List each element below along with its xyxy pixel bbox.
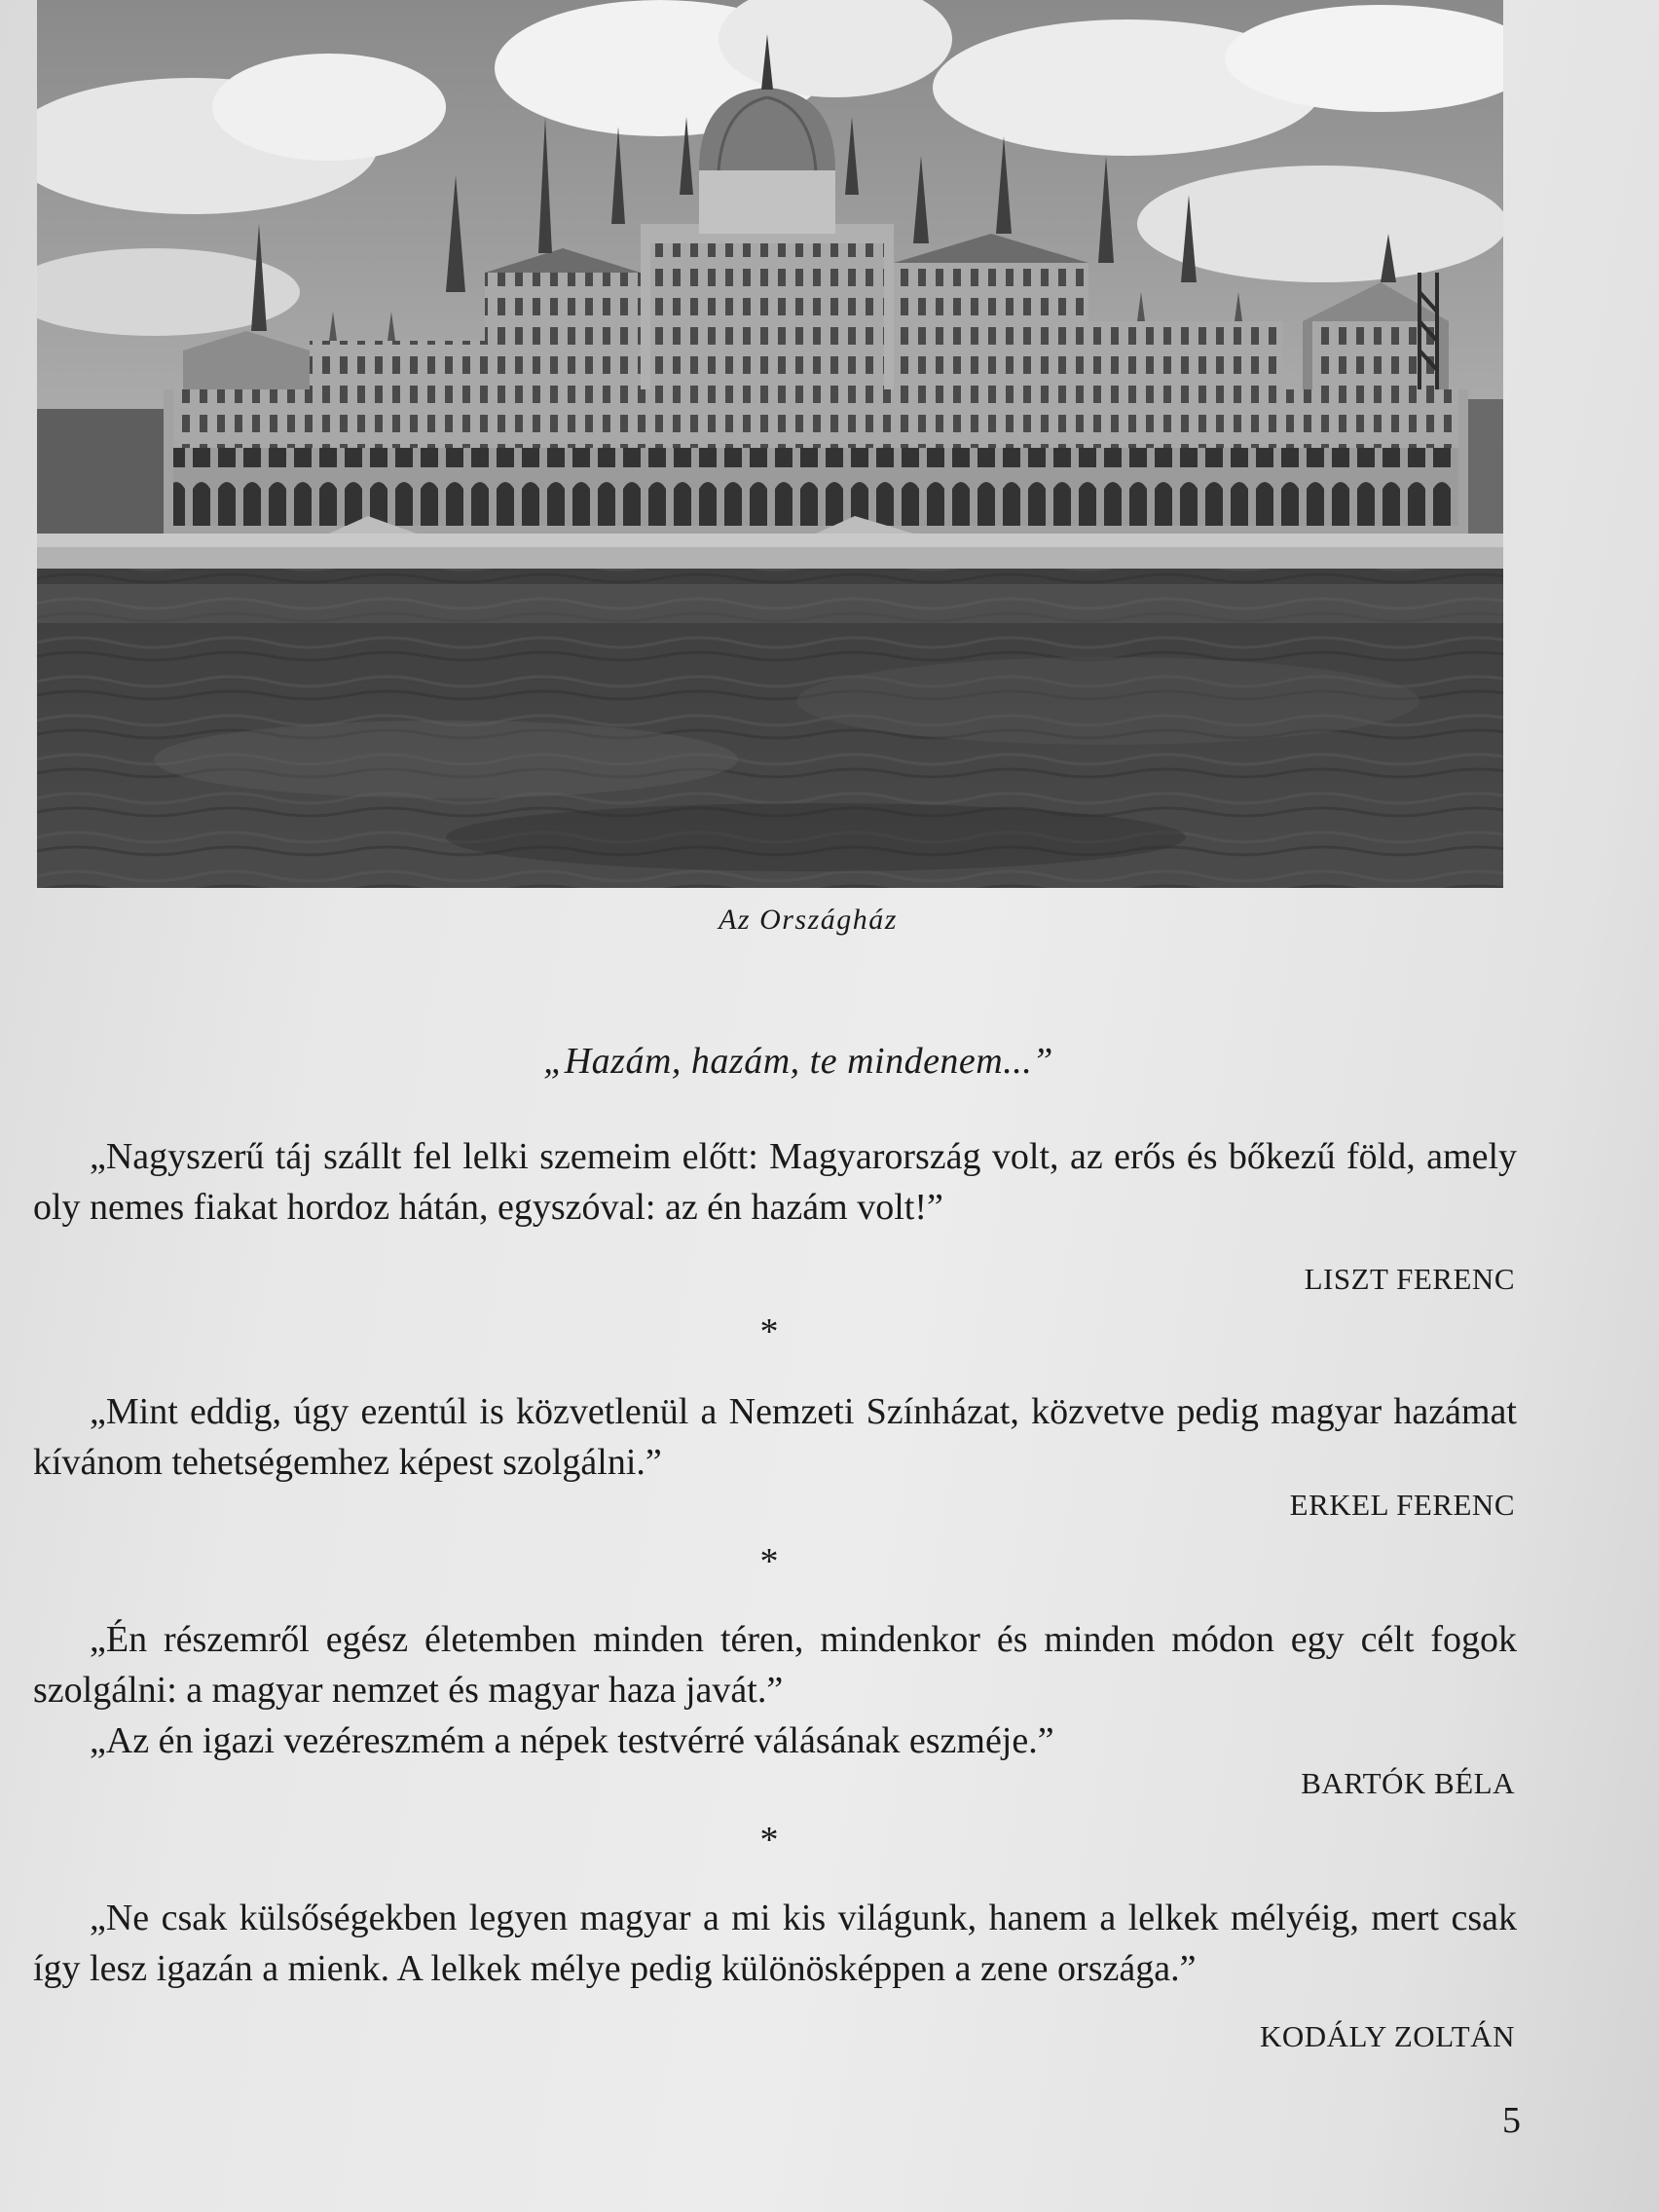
parliament-building-photo: [37, 0, 1503, 888]
quote-paragraph: „Nagyszerű táj szállt fel lelki szemeim előtt: Magyarország volt, az erős és bőkezű föld, amely oly nemes fiakat hordoz hátán, egyszóval: az én hazám volt!”: [33, 1136, 1517, 1228]
author-liszt: LISZT FERENC: [1304, 1262, 1515, 1296]
quote-paragraph: „Az én igazi vezéreszmém a népek testvérré válásának eszméje.”: [90, 1720, 1054, 1761]
author-bartok: BARTÓK BÉLA: [1301, 1766, 1515, 1800]
quote-bartok: [33, 1614, 1517, 1766]
photo-caption: Az Országház: [719, 903, 898, 936]
quote-kodaly: [33, 1893, 1517, 1994]
author-erkel: ERKEL FERENC: [1289, 1488, 1515, 1522]
separator-2: *: [759, 1541, 779, 1582]
quote-paragraph: „Ne csak külsőségekben legyen magyar a mi kis világunk, hanem a lelkek mélyéig, mert csak így lesz igazán a mienk. A lelkek mélye pedig különösképpen a zene országa.”: [33, 1898, 1517, 1989]
page-number: 5: [1502, 2100, 1521, 2141]
quote-erkel: [33, 1386, 1517, 1488]
quote-paragraph: „Mint eddig, úgy ezentúl is közvetlenül a Nemzeti Színházat, közvetve pedig magyar hazámat kívánom tehetségemhez képest szolgálni.”: [33, 1391, 1517, 1483]
quote-liszt: [33, 1131, 1517, 1233]
author-kodaly: KODÁLY ZOLTÁN: [1260, 2019, 1515, 2053]
section-title: „Hazám, hazám, te mindenem...”: [543, 1041, 1053, 1082]
separator-3: *: [759, 1820, 779, 1861]
separator-1: *: [759, 1311, 779, 1352]
quote-paragraph: „Én részemről egész életemben minden téren, mindenkor és minden módon egy célt fogok szolgálni: a magyar nemzet és magyar haza javát.”: [33, 1619, 1517, 1711]
